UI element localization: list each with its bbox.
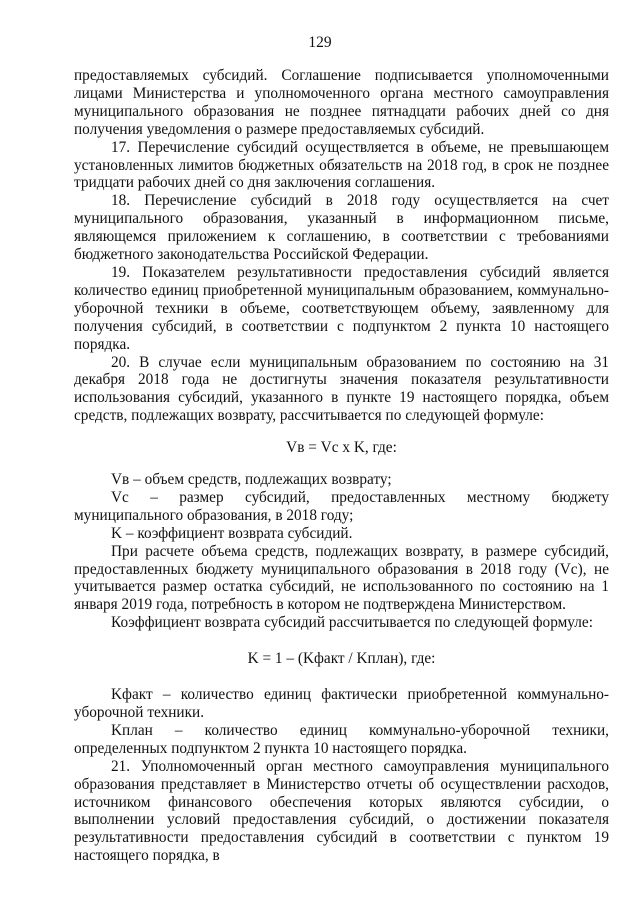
definition-vv: Vв – объем средств, подлежащих возврату; bbox=[111, 471, 392, 489]
definition-kplan: Kплан – количество единиц коммунально-уборочной техники, определенных подпунктом 2 пункта 10 настоящего порядка. bbox=[74, 721, 609, 757]
paragraph-continuation: предоставляемых субсидий. Соглашение подписывается уполномоченными лицами Министерства и уполномоченного органа местного самоуправления муниципального образования не позднее пятнадцати рабочих дней со дня получения уведомления о размере предоставляемых субсидий. bbox=[74, 67, 609, 138]
paragraph-coefficient-intro: Коэффициент возврата субсидий рассчитывается по следующей формуле: bbox=[111, 614, 593, 632]
paragraph-21: 21. Уполномоченный орган местного самоуправления муниципального образования представляет в Министерство отчеты об осуществлении расходов, источником финансового обеспечения которых являются субсидии, о выполнении условий предоставления субсидий, о достижении показателя результативности предоставления субсидий в соответствии с пунктом 19 настоящего порядка, в bbox=[74, 757, 609, 865]
formula-return-volume: Vв = Vс х K, где: bbox=[286, 439, 397, 457]
paragraph-20: 20. В случае если муниципальным образованием по состоянию на 31 декабря 2018 года не достигнуты значения показателя результативности использования субсидий, указанного в пункте 19 настоящего порядка, объем средств, подлежащих возврату, рассчитывается по следующей формуле: bbox=[74, 353, 609, 425]
formula-coefficient: K = 1 – (Kфакт / Kплан), где: bbox=[247, 650, 436, 668]
paragraph-18: 18. Перечисление субсидий в 2018 году осуществляется на счет муниципального образования, указанный в информационном письме, являющемся приложением к соглашению, в соответствии с требованиями бюджетного законодательства Российской Федерации. bbox=[74, 192, 609, 264]
paragraph-17: 17. Перечисление субсидий осуществляется в объеме, не превышающем установленных лимитов бюджетных обязательств на 2018 год, в срок не позднее тридцати рабочих дней со дня заключения соглашения. bbox=[74, 138, 609, 192]
definition-k: K – коэффициент возврата субсидий. bbox=[111, 524, 353, 542]
paragraph-19: 19. Показателем результативности предоставления субсидий является количество единиц приобретенной муниципальным образованием, коммунально-уборочной техники в объеме, соответствующем объему, заявленному для получения субсидий, в соответствии с подпунктом 2 пункта 10 настоящего порядка. bbox=[74, 263, 609, 353]
definition-kfact: Kфакт – количество единиц фактически приобретенной коммунально-уборочной техники. bbox=[74, 686, 609, 721]
document-body bbox=[74, 67, 609, 865]
definition-vc: Vс – размер субсидий, предоставленных местному бюджету муниципального образования, в 2018 году; bbox=[74, 488, 609, 524]
paragraph-calculation: При расчете объема средств, подлежащих возврату, в размере субсидий, предоставленных бюджету муниципального образования в 2018 году (Vс), не учитывается размер остатка субсидий, не использованного по состоянию на 1 января 2019 года, потребность в котором не подтверждена Министерством. bbox=[74, 542, 609, 614]
page-number: 129 bbox=[308, 34, 332, 51]
